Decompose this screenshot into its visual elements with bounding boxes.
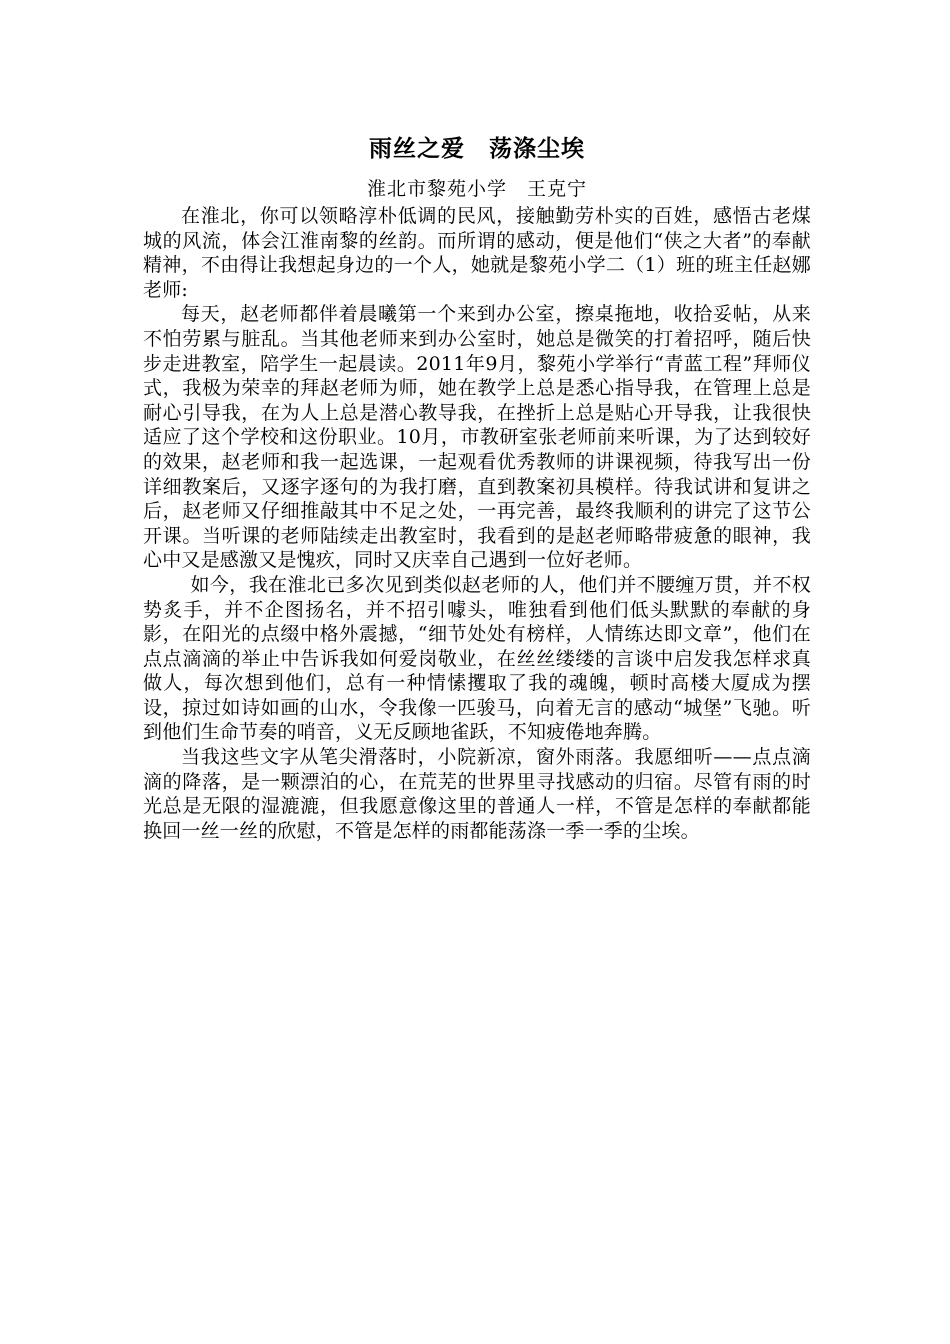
- paragraph-closing: 当我这些文字从笔尖滑落时，小院新凉，窗外雨落。我愿细听——点点滴滴的降落，是一颗漂泊的心，在荒芜的世界里寻找感动的归宿。尽管有雨的时光总是无限的湿漉漉，但我愿意像这里的普通人一样，不管是怎样的奉献都能换回一丝一丝的欣慰，不管是怎样的雨都能荡涤一季一季的尘埃。: [143, 746, 811, 842]
- paragraph-intro: 在淮北，你可以领略淳朴低调的民风，接触勤劳朴实的百姓，感悟古老煤城的风流，体会江淮南黎的丝韵。而所谓的感动，便是他们“侠之大者”的奉献精神，不由得让我想起身边的一个人，她就是黎苑小学二（1）班的班主任赵娜老师:: [143, 205, 811, 301]
- paragraph-teacher-story: 每天，赵老师都伴着晨曦第一个来到办公室，擦桌拖地，收拾妥帖，从来不怕劳累与脏乱。当其他老师来到办公室时，她总是微笑的打着招呼，随后快步走进教室，陪学生一起晨读。2011年9月，黎苑小学举行“青蓝工程”拜师仪式，我极为荣幸的拜赵老师为师，她在教学上总是悉心指导我，在管理上总是耐心引导我，在为人上总是潜心教导我，在挫折上总是贴心开导我，让我很快适应了这个学校和这份职业。10月，市教研室张老师前来听课，为了达到较好的效果，赵老师和我一起选课，一起观看优秀教师的讲课视频，待我写出一份详细教案后，又逐字逐句的为我打磨，直到教案初具模样。待我试讲和复讲之后，赵老师又仔细推敲其中不足之处，一再完善，最终我顺利的讲完了这节公开课。当听课的老师陆续走出教室时，我看到的是赵老师略带疲惫的眼神，我心中又是感激又是愧疚，同时又庆幸自己遇到一位好老师。: [143, 303, 811, 572]
- document-body: [143, 132, 811, 843]
- document-title: 雨丝之爱 荡涤尘埃: [369, 136, 585, 162]
- document-byline: 淮北市黎苑小学 王克宁: [366, 178, 587, 200]
- paragraph-reflection: 如今，我在淮北已多次见到类似赵老师的人，他们并不腰缠万贯，并不权势炙手，并不企图扬名，并不招引噱头，唯独看到他们低头默默的奉献的身影，在阳光的点缀中格外震撼，“细节处处有榜样，人情练达即文章”，他们在点点滴滴的举止中告诉我如何爱岗敬业，在丝丝缕缕的言谈中启发我怎样求真做人，每次想到他们，总有一种情愫攫取了我的魂魄，顿时高楼大厦成为摆设，掠过如诗如画的山水，令我像一匹骏马，向着无言的感动“城堡”飞驰。听到他们生命节奏的哨音，义无反顾地雀跃，不知疲倦地奔腾。: [143, 573, 811, 744]
